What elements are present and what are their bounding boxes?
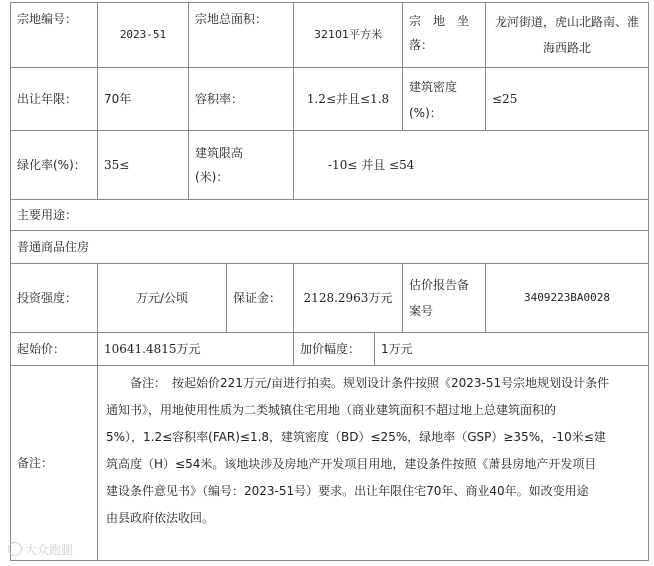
height-label-line2: (米)： [195, 170, 229, 184]
plot-no-value [97, 2, 189, 68]
increment-label-text: 加价幅度： [300, 342, 361, 356]
plot-location-value-line1: 龙河街道，虎山北路南、淮 [494, 15, 639, 29]
invest-label [10, 263, 98, 333]
plot-area-label [188, 2, 294, 68]
increment-label [293, 332, 375, 366]
height-value [293, 130, 649, 200]
watermark-text: 大众跑腿 [25, 543, 74, 557]
remark-line-6: 由县政府依法收回。 [106, 511, 215, 525]
height-value-text: -10≤ 并且 ≤54 [328, 158, 415, 172]
plot-area-label-text: 宗地总面积： [195, 12, 268, 26]
start-price-label [10, 332, 98, 366]
plot-location-label-line2: 落： [409, 38, 434, 52]
invest-value [97, 263, 227, 333]
remark-line-1: 备注： 按起始价221万元/亩进行拍卖。规划设计条件按照《2023-51号宗地规划设计条件 [106, 376, 610, 390]
main-use-label [10, 199, 649, 231]
deposit-label-text: 保证金： [233, 291, 282, 305]
term-value-text: 70年 [104, 92, 132, 106]
start-price-label-text: 起始价： [17, 342, 66, 356]
invest-label-text: 投资强度： [17, 291, 78, 305]
plot-area-value [293, 2, 403, 68]
report-label-line2: 案号 [409, 304, 434, 318]
increment-value [374, 332, 649, 366]
height-label-line1: 建筑限高 [195, 146, 244, 160]
deposit-value [293, 263, 403, 333]
plot-location-value-line2: 海西路北 [542, 41, 591, 55]
start-price-value [97, 332, 294, 366]
remark-line-3: 5%），1.2≤容积率(FAR)≤1.8，建筑密度（BD）≤25%，绿地率（GSP）≥35%，-10米≤建 [106, 430, 606, 444]
remark-label-text: 备注： [17, 456, 54, 470]
density-value-text: ≤25 [492, 92, 518, 106]
height-label [188, 130, 294, 200]
density-label-line1: 建筑密度 [409, 80, 458, 94]
far-value-text: 1.2≤并且≤1.8 [306, 92, 390, 106]
report-value-text: 3409223BA0028 [523, 291, 611, 304]
plot-location-label-line1: 宗 地 坐 [409, 14, 470, 28]
watermark-logo-icon [8, 542, 22, 556]
term-label-text: 出让年限： [17, 92, 78, 106]
deposit-value-text: 2128.2963万元 [303, 291, 393, 305]
far-label-text: 容积率： [195, 92, 244, 106]
increment-value-text: 1万元 [381, 342, 413, 356]
main-use-value-text: 普通商品住房 [17, 240, 90, 254]
remark-line-5: 建设条件意见书》（编号：2023-51号）要求。出让年限住宅70年、商业40年。如改变用途 [106, 484, 589, 498]
green-value-text: 35≤ [104, 158, 130, 172]
term-label [10, 67, 98, 131]
density-label-line2: (%)： [409, 106, 442, 120]
invest-value-text: 万元/公顷 [135, 291, 189, 305]
density-label [402, 67, 486, 131]
remark-text [97, 365, 649, 561]
deposit-label [226, 263, 294, 333]
main-use-value [10, 230, 649, 264]
plot-no-value-text: 2023-51 [119, 28, 167, 41]
plot-no-label-text: 宗地编号： [17, 12, 78, 26]
remark-line-4: 筑高度（H）≤54米。该地块涉及房地产开发项目用地，建设条件按照《萧县房地产开发项目 [106, 457, 597, 471]
far-label [188, 67, 294, 131]
plot-location-label [402, 2, 486, 68]
green-value [97, 130, 189, 200]
plot-location-value [485, 2, 649, 68]
watermark [8, 541, 73, 558]
report-label-line1: 估价报告备 [409, 278, 470, 292]
plot-no-label [10, 2, 98, 68]
start-price-value-text: 10641.4815万元 [104, 342, 201, 356]
far-value [293, 67, 403, 131]
green-label [10, 130, 98, 200]
remark-label [10, 365, 98, 561]
green-label-text: 绿化率(%)： [17, 158, 86, 172]
report-label [402, 263, 486, 333]
plot-area-value-text: 32101平方米 [314, 28, 382, 41]
density-value [485, 67, 649, 131]
report-value [485, 263, 649, 333]
term-value [97, 67, 189, 131]
remark-line-2: 通知书》，用地使用性质为二类城镇住宅用地（商业建筑面积不超过地上总建筑面积的 [106, 403, 557, 417]
main-use-label-text: 主要用途： [17, 208, 78, 222]
